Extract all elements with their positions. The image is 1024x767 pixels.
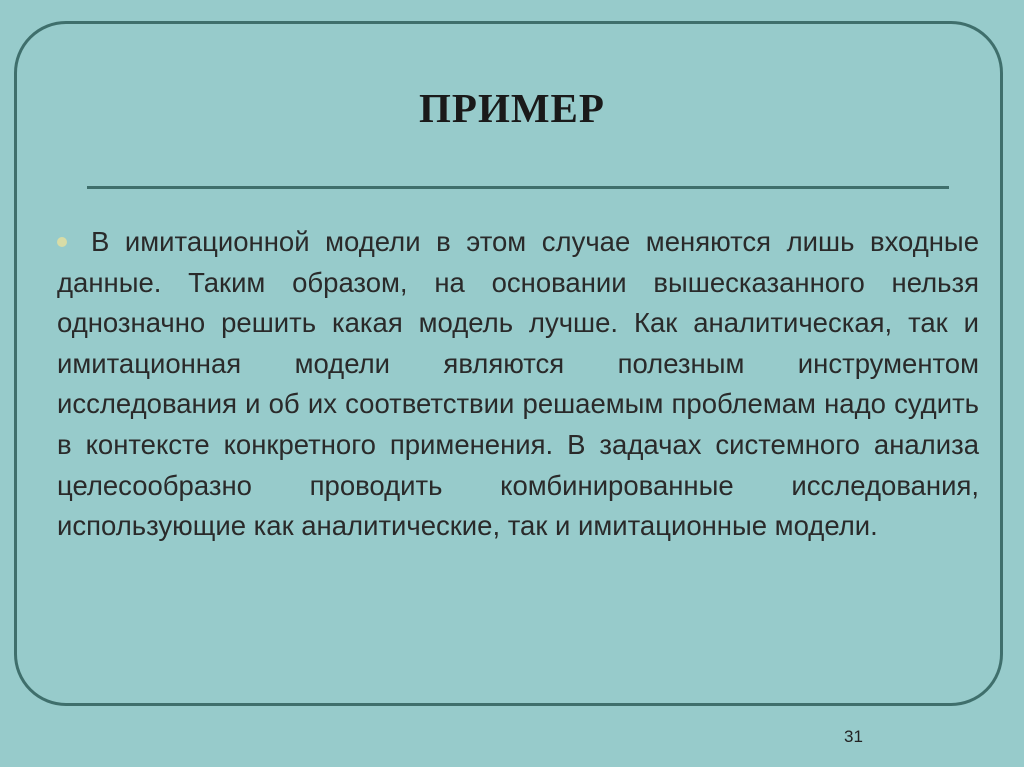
page-number: 31 [844, 727, 863, 746]
title-divider [87, 186, 949, 189]
body-paragraph: В имитационной модели в этом случае меняются лишь входные данные. Таким образом, на основании вышесказанного нельзя однозначно решить какая модель лучше. Как аналитическая, так и имитационная модели являются полезным инструментом исследования и об их соответствии решаемым проблемам надо судить в контексте конкретного применения. В задачах системного анализа целесообразно проводить комбинированные исследования, использующие как аналитические, так и имитационные модели. [57, 226, 979, 542]
slide-title: ПРИМЕР [419, 85, 605, 131]
